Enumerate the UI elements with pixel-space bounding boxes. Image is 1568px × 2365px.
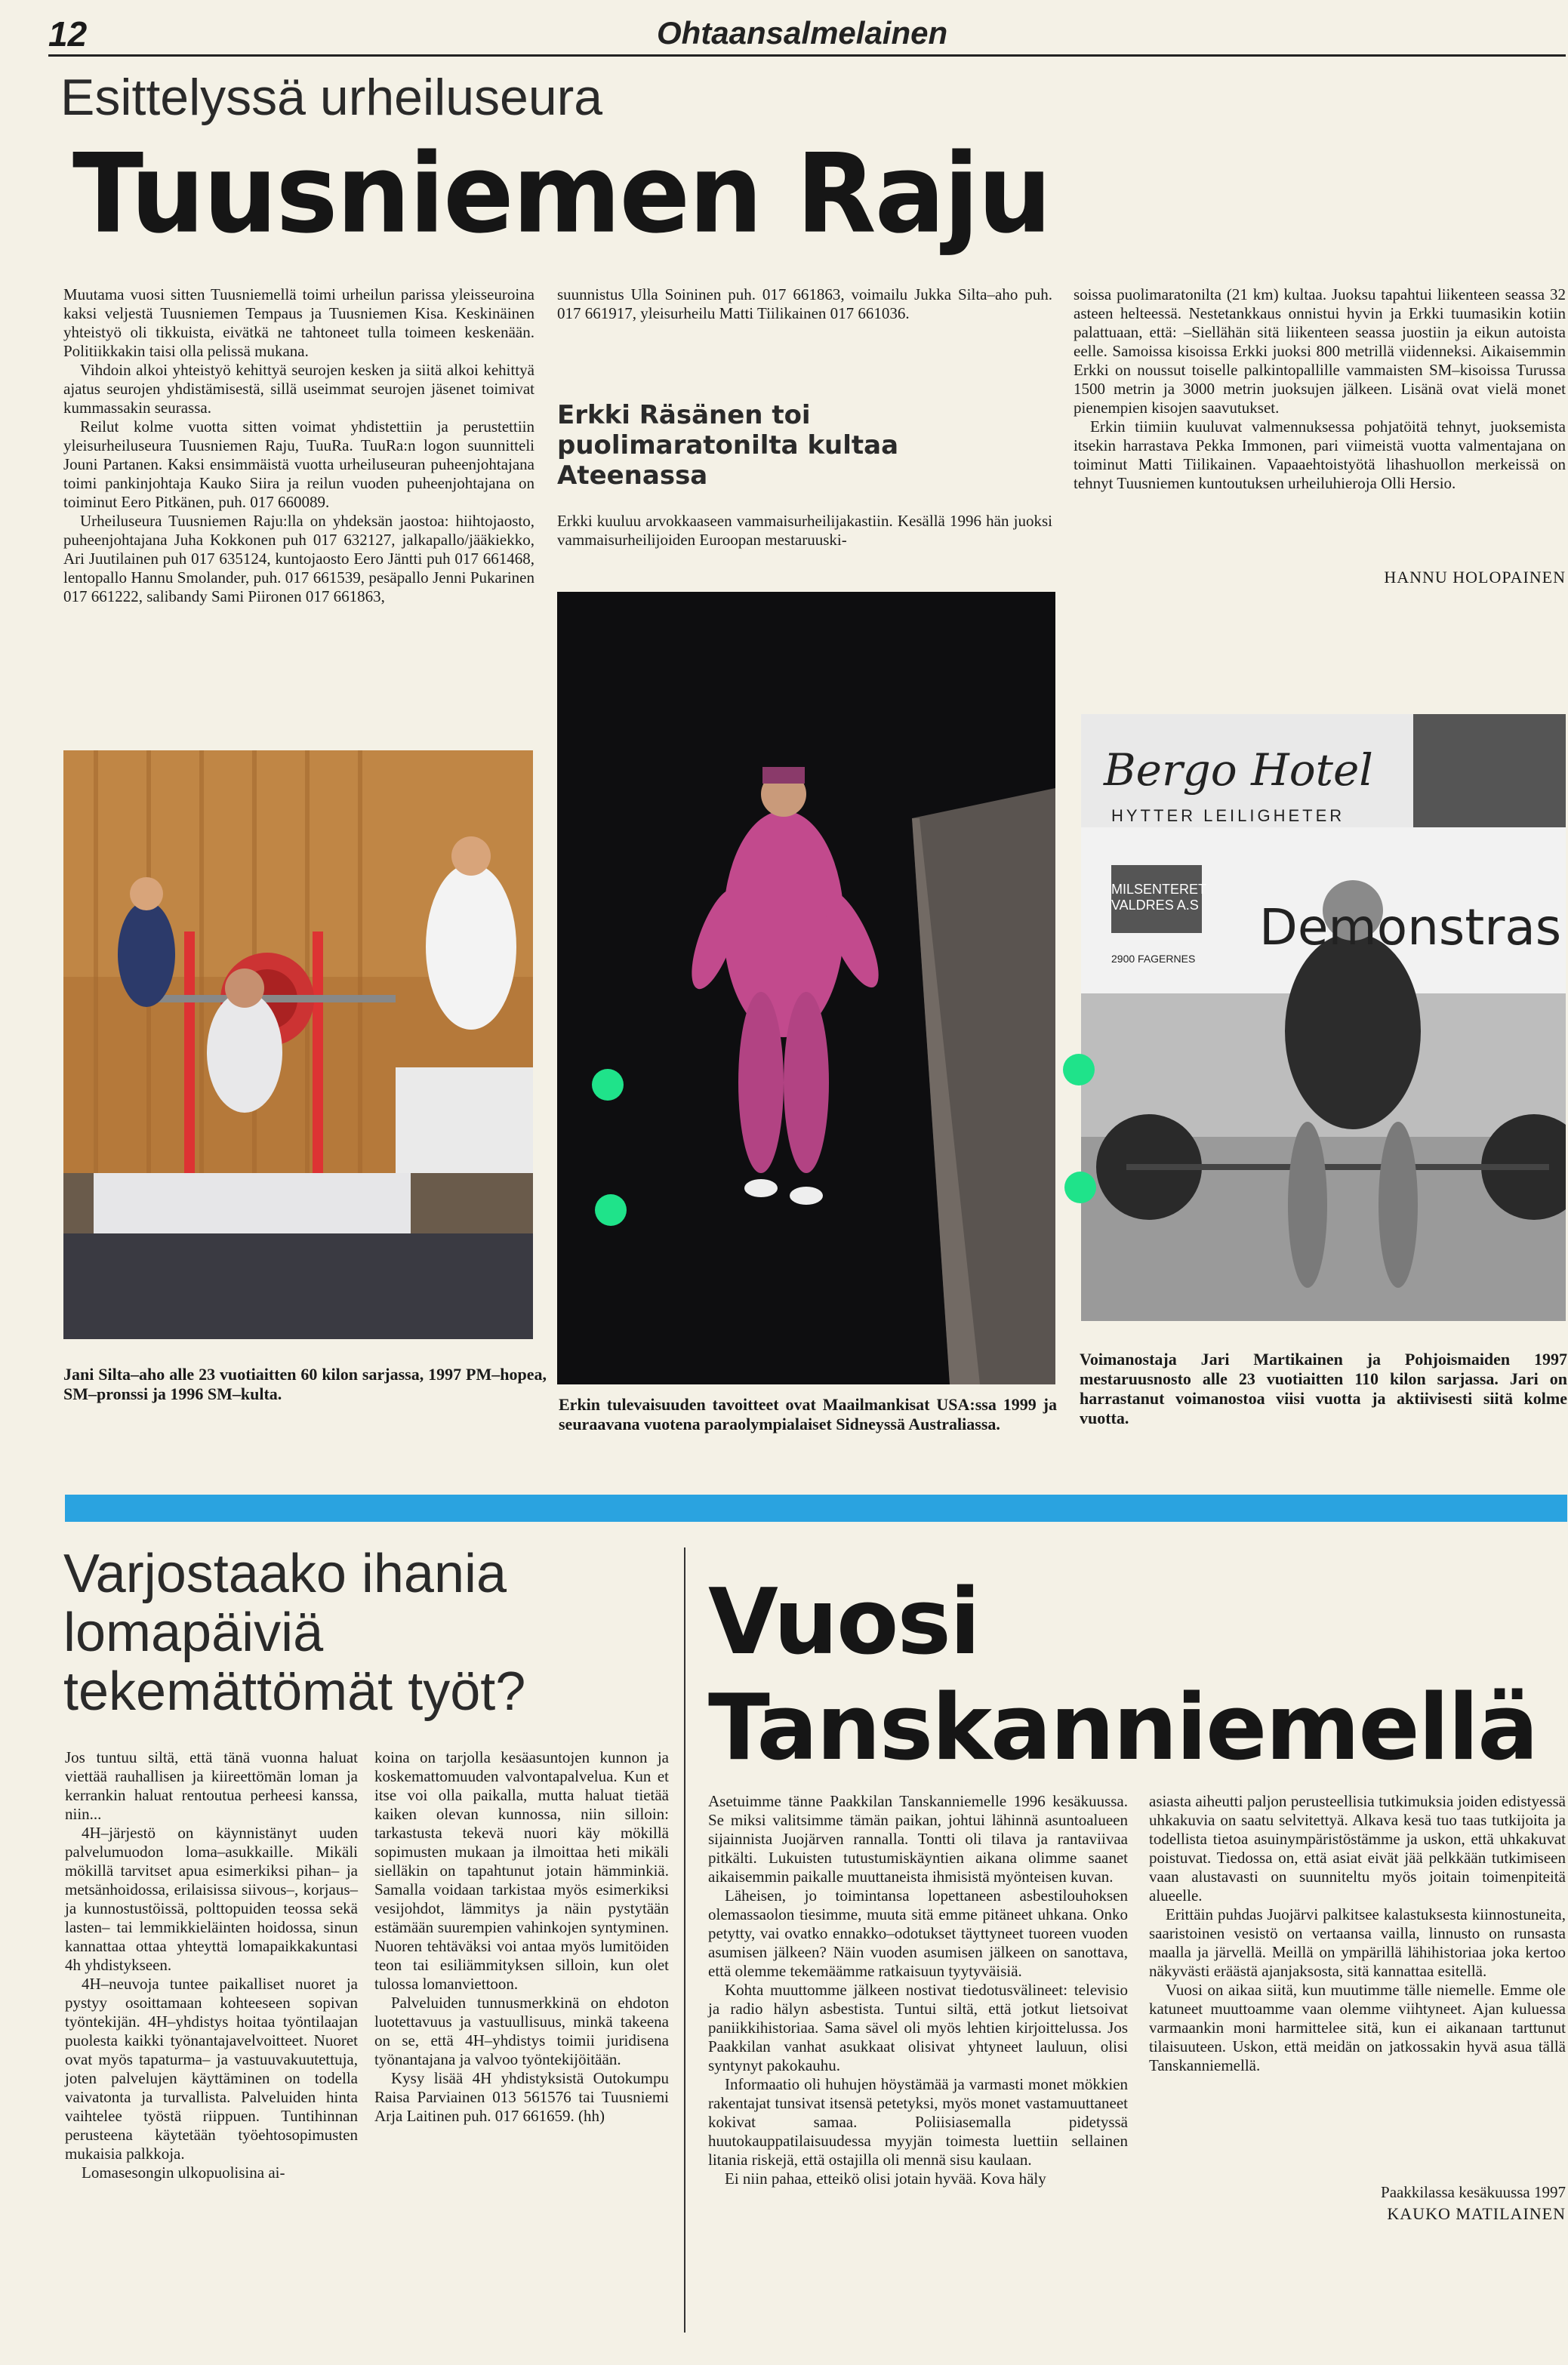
masthead-rule xyxy=(48,54,1566,57)
article3-col2 xyxy=(1149,1792,1566,2075)
article1-kicker: Esittelyssä urheiluseura xyxy=(60,69,603,126)
article2-col1-p3: 4H–neuvoja tuntee paikalliset nuoret ja pystyy osoittamaan kohteeseen sopivan työntekijän. 4H–yhdistys hoitaa työntilaajan puolesta kaikki työnantajavelvoitteet. Nuoret ovat myös tapaturma– ja vastuuvakuutettuja, joten palvelujen käyttäminen on todella vaivatonta ja turvallista. Palveluiden hinta vaihtelee työstä riippuen. Tuntihinnan perusteena käytetään työehtosopimusten mukaisia palkkoja. xyxy=(65,1975,358,2163)
banner-hotel-name: Bergo Hotel xyxy=(1104,744,1373,796)
photo-runner-night xyxy=(557,592,1055,1384)
article2-col2-p2: Palveluiden tunnusmerkkinä on ehdoton luotettavuus ja vastuullisuus, minkä takeena on se, että 4H–yhdistys toimii juridisena työnantajana ja valvoo työntekijöitään. xyxy=(374,1994,669,2068)
article1-col2-after xyxy=(557,512,1052,550)
article2-col1-p1: Jos tuntuu siltä, että tänä vuonna haluat viettää rauhallisen ja kiireettömän loman ja kerrankin haluat rentoutua perheesi kanssa, niin... xyxy=(65,1748,358,1823)
article2-col2-p1: koina on tarjolla kesäasuntojen kunnon ja koskemattomuuden valvontapalvelua. Kun et itse voi olla paikalla, mutta haluat tietää kaiken olevan kunnossa, niin silloin: tarkastusta tekevä nuori käy mökillä sopimusten mukaan ja ilmoittaa heti mikäli sielläkin on tapahtunut jotain hämminkiä. Samalla voidaan tarkistaa myös esimerkiksi vesijohdot, lämmitys ja näin pystytään estämään suurempien vahinkojen syntyminen. Nuoren tehtäväksi voi antaa myös lumitöiden teon tai esiliämmityksen silloin, kun olet tulossa lomanviettoon. xyxy=(374,1748,669,1993)
article2-kicker-line3: tekemättömät työt? xyxy=(63,1661,526,1722)
article3-col1-p1: Asetuimme tänne Paakkilan Tanskanniemelle 1996 kesäkuussa. Se miksi valitsimme tämän paikan, johtui lähinnä asuntoalueen sijainnista Juojärven rannalla. Tontti oli tilava ja rantaviivaa pitkälti. Lukuisten tutustumiskäyntien aikana olimme saanet aikaisemmin paikalle muuttaneista ihmisistä myönteisen kuvan. xyxy=(708,1792,1128,1886)
article2-col2-p3: Kysy lisää 4H yhdistyksistä Outokumpu Raisa Parviainen 013 561576 tai Tuusniemi Arja Laitinen puh. 017 661659. (hh) xyxy=(374,2069,669,2125)
article3-col1-p5: Ei niin pahaa, etteikö olisi jotain hyvää. Kova häly xyxy=(725,2169,1046,2188)
article3-headline-line2: Tanskanniemellä xyxy=(708,1676,1538,1781)
marker-dot xyxy=(1063,1054,1095,1085)
article2-col2 xyxy=(374,1748,669,2126)
article2-kicker xyxy=(63,1544,525,1721)
article2-col1-p2: 4H–järjestö on käynnistänyt uuden palvelumuodon loma–asukkaille. Mikäli mökillä tarvitset apua esimerkiksi pihan– ja metsänhoidossa, erilaisissa siivous–, korjaus– ja kunnostustöissä, polttopuiden teossa sekä lasten– tai lemmikkieläinten hoidossa, sinun kannattaa ottaa yhteyttä lomapaikkakuntasi 4h yhdistykseen. xyxy=(65,1824,358,1974)
article1-col2-p2: Erkki kuuluu arvokkaaseen vammaisurheilijakastiin. Kesällä 1996 hän juoksi vammaisurheilijoiden Euroopan mestaruuski- xyxy=(557,512,1052,549)
article1-col1-p3: Reilut kolme vuotta sitten voimat yhdistettiin ja perustettiin yleisurheiluseura Tuusniemen Raju, TuuRa. TuuRa:n logon suunnitteli Jouni Partanen. Kaksi ensimmäistä vuotta urheiluseuran puheenjohtajana toimi pankinjohtaja Kauko Siira ja reilun vuoden puheenjohtajana on toiminut Eero Pitkänen, puh. 017 660089. xyxy=(63,417,534,511)
paper-name: Ohtaansalmelainen xyxy=(657,15,948,51)
article3-headline xyxy=(708,1570,1537,1781)
banner-hotel-sub: HYTTER LEILIGHETER xyxy=(1111,806,1345,825)
banner-demonstration: Demonstras xyxy=(1259,898,1562,956)
photo-deadlift-image xyxy=(1081,714,1566,1321)
article1-subhead: Erkki Räsänen toi puolimaratonilta kultaa Ateenassa xyxy=(557,400,899,491)
photo-powerlifting-squat xyxy=(63,750,533,1339)
photo-deadlift xyxy=(1081,714,1566,1321)
article2-col1 xyxy=(65,1748,358,2182)
article1-col1-p4: Urheiluseura Tuusniemen Raju:lla on yhdeksän jaostoa: hiihtojaosto, puheenjohtajana Juha Kokkonen puh 017 632127, jalkapallo/jääkiekko, Ari Juutilainen puh 017 635124, kuntojaosto Eero Jäntti puh 017 661468, lentopallo Hannu Smolander, puh. 017 661539, pesäpallo Jenni Pukarinen 017 661222, salibandy Sami Piironen 017 661863, xyxy=(63,512,534,605)
marker-dot xyxy=(595,1194,627,1226)
caption-middle: Erkin tulevaisuuden tavoitteet ovat Maailmankisat USA:ssa 1999 ja seuraavana vuotena paraolympialaiset Sidneyssä Australiassa. xyxy=(559,1395,1057,1433)
article1-col2-top xyxy=(557,285,1052,323)
article1-col1-p2: Vihdoin alkoi yhteistyö kehittyä seurojen kesken ja siitä alkoi kehittyä ajatus seurojen yhdistämisestä, sillä useimmat seurojen jäsenet toimivat kummassakin seurassa. xyxy=(63,361,534,417)
caption-left: Jani Silta–aho alle 23 vuotiaitten 60 kilon sarjassa, 1997 PM–hopea, SM–pronssi ja 1996 SM–kulta. xyxy=(63,1365,547,1403)
article2-kicker-line2: lomapäiviä xyxy=(63,1603,324,1663)
article1-col3-p1: soissa puolimaratonilta (21 km) kultaa. Juoksu tapahtui liikenteen seassa 32 asteen helteessä. Nestetankkaus onnistui hyvin ja Erkki tuumasikin kotiin palattuaan, että: –Siellähän sitä liikenteen seassa juostiin ja eikun autoista eelle. Samoissa kisoissa Erkki juoksi 800 metrillä viidenneksi. Aikaisemmin Erkki on noussut toiselle palkintopallille vammaisten SM–kisoissa Turussa 1500 metrin ja 3000 metrin juoksujen jälkeen. Lisänä ovat vielä monet pienempien kisojen saavutukset. xyxy=(1074,285,1566,417)
article3-col2-p1: asiasta aiheutti paljon perusteellisia tutkimuksia joiden edistyessä uhkakuvia on saatu selvitettyä. Alkava kesä tuo taas tutkijoita ja todellista tietoa asuinympäristöstämme ja uskon, että uhkakuvat poistuvat. Tiedossa on, että asiat eivät jää pelkkään tutkimiseen vaan alustavasti on suunniteltu myös joitain toimenpiteitä alueelle. xyxy=(1149,1792,1566,1905)
article2-col1-p4: Lomasesongin ulkopuolisina ai- xyxy=(82,2163,285,2182)
article3-col1 xyxy=(708,1792,1128,2188)
article1-byline: HANNU HOLOPAINEN xyxy=(1384,568,1566,587)
article1-col1 xyxy=(63,285,534,606)
article1-headline: Tuusniemen Raju xyxy=(72,130,1051,258)
photo-runner-night-image xyxy=(557,592,1055,1384)
article3-col2-p3: Vuosi on aikaa siitä, kun muutimme tälle niemelle. Emme ole katuneet muuttoamme vaan olemme viihtyneet. Ajan kuluessa varmaankin moni harmittelee sitä, kun ei aikanaan tarttunut tilaisuuteen. Uskon, että meidän on jatkossakin hyvä asua tällä Tanskanniemellä. xyxy=(1149,1981,1566,2074)
article1-col2-p1: suunnistus Ulla Soininen puh. 017 661863, voimailu Jukka Silta–aho puh. 017 661917, yleisurheilu Matti Tiilikainen 017 661036. xyxy=(557,285,1052,322)
article3-col1-p3: Kohta muuttomme jälkeen nostivat tiedotusvälineet: televisio ja radio hälyn asbestista. Tuntui siltä, että jotkut lietsoivat paniikkihistoriaa. Sama sävel oli myös lehtien kirjoittelussa. Jos Paakkilan vanhat asukkaat olisivat yhtyneet lauluun, olisi syntynyt pakokauhu. xyxy=(708,1981,1128,2074)
banner-sign1: MILSENTERET VALDRES A.S xyxy=(1111,882,1206,913)
article3-col2-p2: Erittäin puhdas Juojärvi palkitsee kalastuksesta kiinnostuneita, saaristoinen vesistö on vertaansa vailla, linnusto on runsasta maalla ja järvellä. Meillä on ympärillä lähihistoriaa joka kertoo näkyvästi eräästä ajanjaksosta, sitä kannattaa esitellä. xyxy=(1149,1905,1566,1980)
column-rule xyxy=(684,1547,685,2333)
article3-byline: KAUKO MATILAINEN xyxy=(1387,2204,1566,2223)
article3-col1-p2: Läheisen, jo toimintansa lopettaneen asbestilouhoksen olemassaolon tiesimme, muuta sitä emme pitäneet uhkana. Onko petytty, vai ovatko ennakko–odotukset täyttyneet tuoreen vuoden asumisen jälkeen? Näin vuoden asumisen jälkeen on sanottava, että olemme tekemäämme ratkaisuun tyytyväisiä. xyxy=(708,1886,1128,1980)
marker-dot xyxy=(592,1069,624,1101)
banner-sign2: 2900 FAGERNES xyxy=(1111,953,1196,965)
caption-right: Voimanostaja Jari Martikainen ja Pohjoismaiden 1997 mestaruusnosto alle 23 vuotiaitten 110 kilon sarjassa. Jari on harrastanut voimanostoa viisi vuotta ja aktiivisesti siitä kolme vuotta. xyxy=(1080,1350,1567,1427)
article1-col3 xyxy=(1074,285,1566,493)
marker-dot xyxy=(1064,1172,1096,1203)
article3-dateline: Paakkilassa kesäkuussa 1997 xyxy=(1381,2183,1566,2201)
article3-headline-line1: Vuosi xyxy=(708,1570,980,1675)
section-divider-band xyxy=(65,1495,1567,1522)
article1-col3-p2: Erkin tiimiin kuuluvat valmennuksessa pohjatöitä tehnyt, juoksemista itsekin harrastava Pekka Immonen, pari viimeistä vuotta valmentajana on toiminut Matti Tiilikainen. Vapaaehtoistyötä lihashuollon merkeissä on tehnyt Tuusniemen kuntoutuksen urheiluhieroja Olli Hersio. xyxy=(1074,417,1566,492)
article3-col1-p4: Informaatio oli huhujen höystämää ja varmasti monet mökkien rakentajat tunsivat itsensä petetyksi, myös monet vastamuuttaneet kokivat samaa. Poliisiasemalla pidetyssä huutokauppatilaisuudessa myyjän toimesta luettiin sellainen litania riskejä, että ostajilla oli mennä sisu kaulaan. xyxy=(708,2075,1128,2169)
article2-kicker-line1: Varjostaako ihania xyxy=(63,1544,507,1604)
page-number: 12 xyxy=(48,14,88,54)
article1-col1-p1: Muutama vuosi sitten Tuusniemellä toimi urheilun parissa yleisseuroina kaksi veljestä Tuusniemen Tempaus ja Tuusniemen Kisa. Keskinäinen yhteistyö oli tikkuista, eivätkä ne tahtoneet tulla toimeen keskenään. Politiikkakin taisi olla pelissä mukana. xyxy=(63,285,534,360)
photo-powerlifting-squat-image xyxy=(63,750,533,1339)
